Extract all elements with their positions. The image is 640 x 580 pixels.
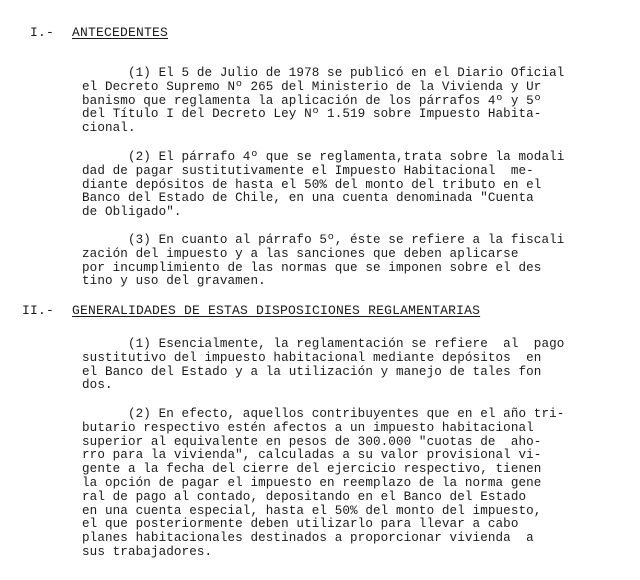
- section-heading-antecedentes: [30, 25, 168, 40]
- paragraph-2-2: (2) En efecto, aquellos contribuyentes que en el año tri- butario respectivo estén afectos a un impuesto habitacional superior al equivalente en pesos de 300.000 "cuotas de aho- rro para la vivienda", calculadas a su valor provisional vi- gente a la fecha del cierre del ejercicio respectivo, tienen la opción de pagar el impuesto en reemplazo de la norma gene ral de pago al contado, depositando en el Banco del Estado en una cuenta especial, hasta el 50% del monto del impuesto, el que posteriormente deben utilizarlo para llevar a cabo planes habitacionales destinados a proporcionar vivienda a sus trabajadores.: [82, 407, 565, 559]
- paragraph-2-1: (1) Esencialmente, la reglamentación se refiere al pago sustitutivo del impuesto habitacional mediante depósitos en el Banco del Estado y a la utilización y manejo de tales fon dos.: [82, 337, 565, 393]
- paragraph-1-2: (2) El párrafo 4º que se reglamenta,trata sobre la modali dad de pagar sustitutivamente el Impuesto Habitacional me- diante depósitos de hasta el 50% del monto del tributo en el Banco del Estado de Chile, en una cuenta denominada "Cuenta de Obligado".: [82, 150, 565, 220]
- section-number: II.-: [22, 303, 55, 318]
- paragraph-1-3: (3) En cuanto al párrafo 5º, éste se refiere a la fiscali zación del impuesto y a las sanciones que deben aplicarse por incumplimiento de las normas que se imponen sobre el des tino y uso del gravamen.: [82, 233, 565, 289]
- section-title: ANTECEDENTES: [72, 25, 169, 40]
- section-title: GENERALIDADES DE ESTAS DISPOSICIONES REGLAMENTARIAS: [72, 303, 481, 318]
- section-heading-generalidades: [22, 303, 480, 318]
- section-number: I.-: [30, 25, 55, 40]
- paragraph-1-1: (1) El 5 de Julio de 1978 se publicó en el Diario Oficial el Decreto Supremo Nº 265 del Ministerio de la Vivienda y Ur banismo que reglamenta la aplicación de los párrafos 4º y 5º del Título I del Decreto Ley Nº 1.519 sobre Impuesto Habita- cional.: [82, 66, 565, 136]
